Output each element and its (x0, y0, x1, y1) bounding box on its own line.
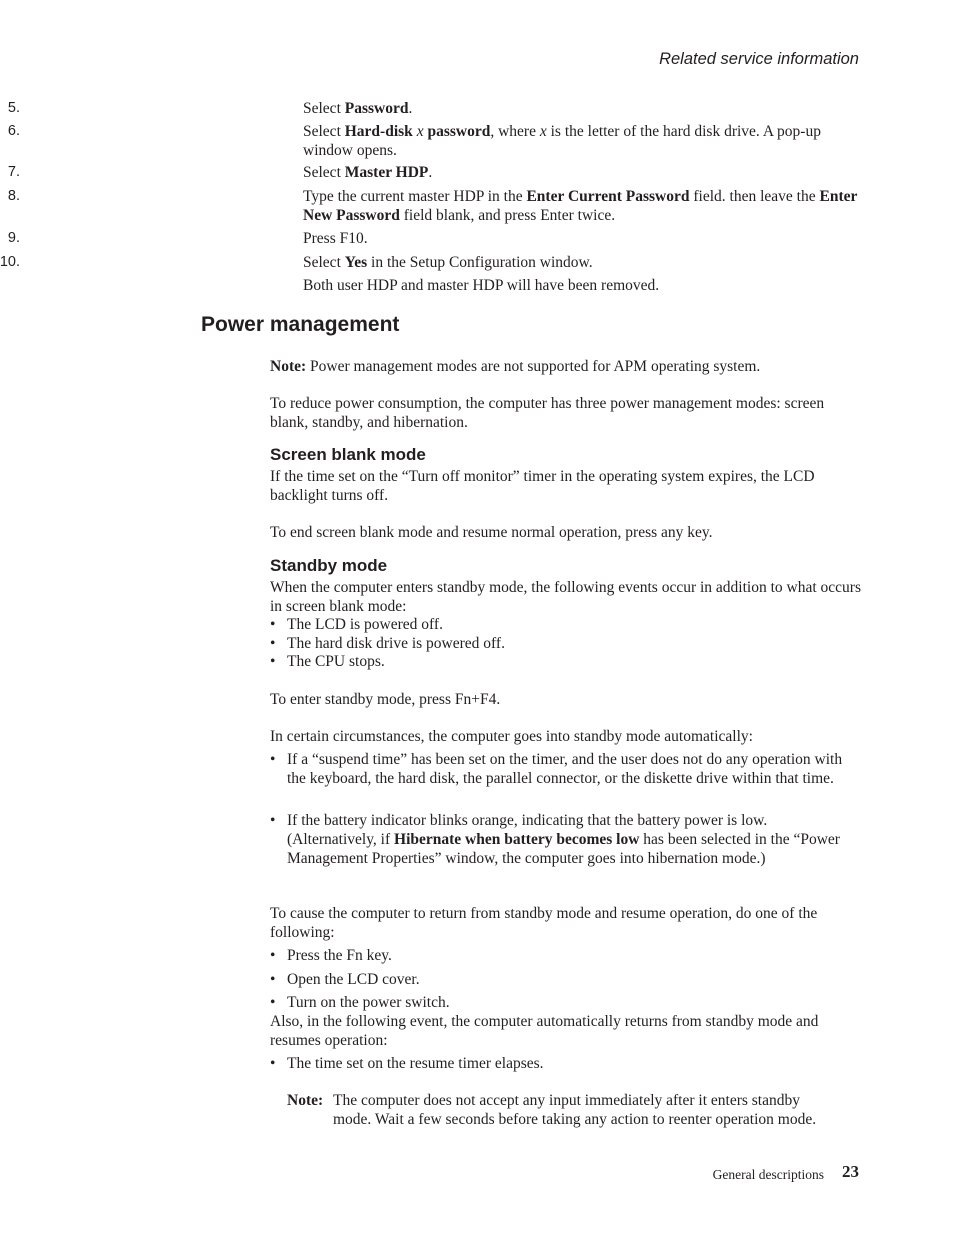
step-text: Press F10. (303, 230, 368, 247)
standby-auto-intro: In certain circumstances, the computer goes into standby mode automatically: (270, 728, 753, 745)
screen-blank-end-paragraph: To end screen blank mode and resume normal operation, press any key. (270, 524, 713, 541)
section-intro: To reduce power consumption, the computer has three power management modes: screen blank, standby, and hibernation. (270, 395, 825, 431)
section-title: Power management (201, 313, 400, 336)
step-text: Type the current master HDP in the Enter Current Password field. then leave the Enter New Password field blank, and press Enter twice. (303, 188, 858, 224)
step-text: Select Hard-disk x password, where x is the letter of the hard disk drive. A pop-up window opens. (303, 123, 821, 159)
page-number: 23 (842, 1162, 859, 1181)
step-text: Select Yes in the Setup Configuration window. (303, 254, 593, 271)
standby-resume-intro: To cause the computer to return from standby mode and resume operation, do one of the following: (270, 905, 818, 941)
standby-intro: When the computer enters standby mode, the following events occur in addition to what occurs in screen blank mode: (270, 579, 861, 615)
note-label: Note: (287, 1092, 324, 1109)
step-number: 10. (0, 254, 20, 270)
step-text: Select Password. (303, 100, 413, 117)
note-text: The computer does not accept any input immediately after it enters standby mode. Wait a few seconds before taking any action to reenter operation mode. (333, 1092, 817, 1128)
screen-blank-title: Screen blank mode (270, 445, 426, 464)
running-header: Related service information (659, 50, 859, 68)
step-10-followup: Both user HDP and master HDP will have been removed. (303, 277, 660, 294)
step-number: 7. (7, 164, 20, 180)
note-label: Note: (270, 358, 307, 375)
step-number: 9. (7, 230, 20, 246)
standby-title: Standby mode (270, 556, 388, 575)
step-number: 5. (7, 100, 20, 116)
standby-auto-resume-intro: Also, in the following event, the computer automatically returns from standby mode and resumes operation: (270, 1013, 819, 1049)
section-note: Note: Power management modes are not supported for APM operating system. (270, 358, 761, 375)
standby-enter: To enter standby mode, press Fn+F4. (270, 691, 501, 708)
screen-blank-paragraph: If the time set on the “Turn off monitor” timer in the operating system expires, the LCD backlight turns off. (270, 468, 815, 504)
step-number: 8. (7, 188, 20, 204)
step-number: 6. (7, 123, 20, 139)
footer-label: General descriptions (712, 1167, 824, 1182)
step-text: Select Master HDP. (303, 164, 433, 181)
